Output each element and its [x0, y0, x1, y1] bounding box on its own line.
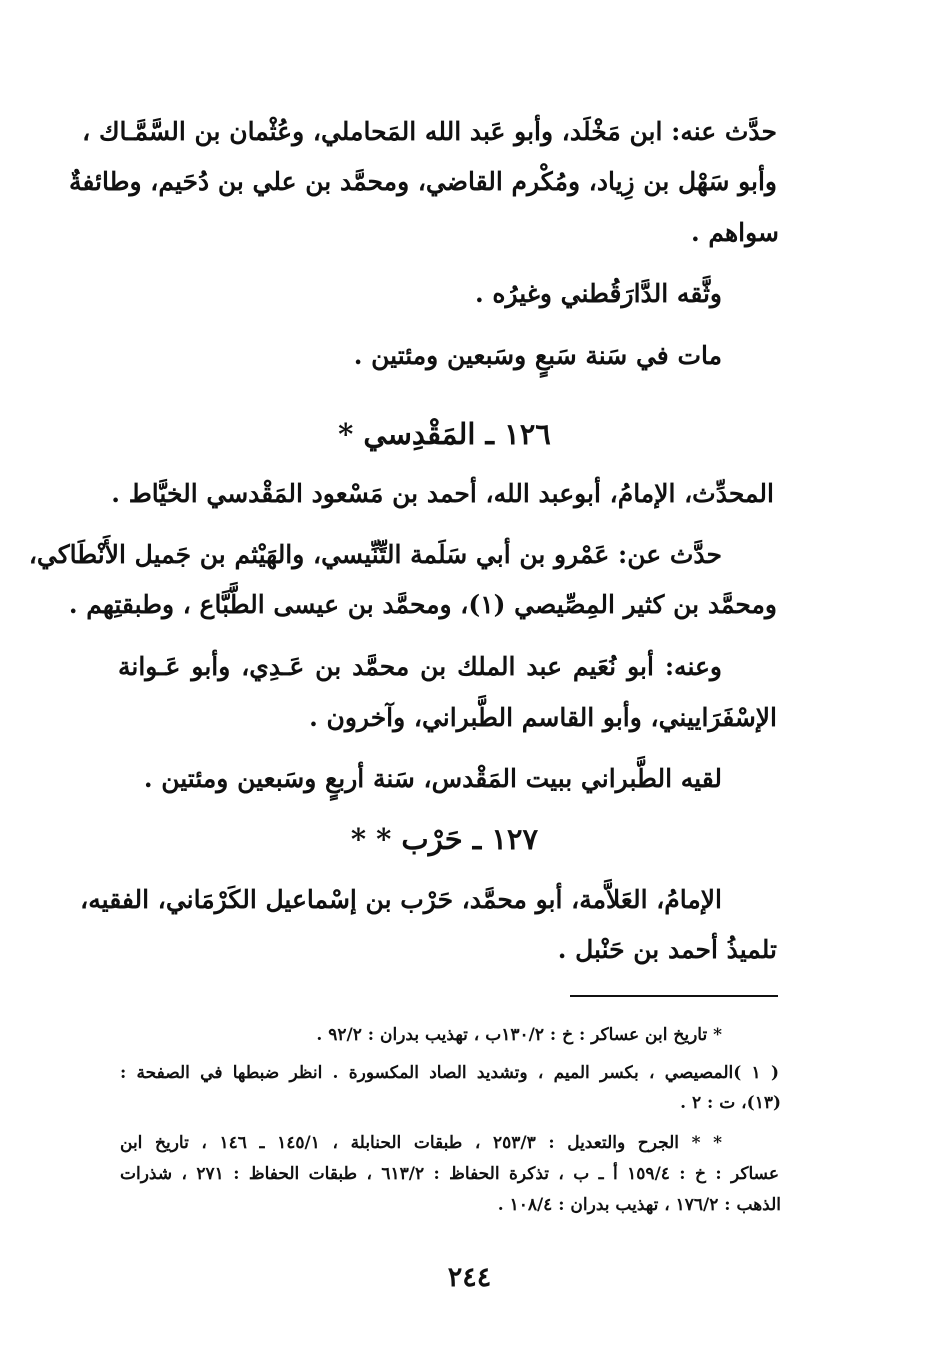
body-line: ومحمَّد بن كثير المِصِّيصي (١)، ومحمَّد بن عيسى الطَّبَّاع ، وطبقتِهم .: [68, 590, 777, 619]
footnote-line: (١٣)، ت : ٢ .: [680, 1093, 781, 1113]
entry-heading-127: ١٢٧ ـ حَرْب * *: [350, 822, 539, 856]
body-line: سواهم .: [690, 218, 779, 247]
body-line: حدَّث عن: عَمْرو بن أبي سَلَمة التِّنِّيسي، والهَيْثم بن جَميل الأَنْطَاكي،: [28, 540, 722, 569]
body-line: لقيه الطَّبراني ببيت المَقْدس، سَنة أربعٍ وسَبعين ومئتين .: [143, 764, 722, 793]
body-line: حدَّث عنه: ابن مَخْلَد، وأبو عَبد الله المَحاملي، وعُثْمان بن السَّمَّـاك ،: [82, 117, 777, 146]
body-line: تلميذُ أحمد بن حَنْبل .: [557, 935, 777, 964]
body-line: الإمامُ، العَلاَّمة، أبو محمَّد، حَرْب بن إسْماعيل الكَرْمَاني، الفقيه،: [80, 885, 722, 914]
footnote-line: * * الجرح والتعديل : ٢٥٣/٣ ، طبقات الحنابلة ، ١٤٥/١ ـ ١٤٦ ، تاريخ ابن: [120, 1133, 723, 1153]
body-line: وعنه: أبو نُعَيم عبد الملك بن محمَّد بن عَـدِي، وأبو عَـوانة: [118, 652, 722, 681]
entry-heading-126: ١٢٦ ـ المَقْدِسي *: [338, 417, 551, 451]
page-number: ٢٤٤: [447, 1262, 492, 1293]
footnote-line: عساكر : خ : ١٥٩/٤ أ ـ ب ، تذكرة الحفاظ : ٦١٣/٢ ، طبقات الحفاظ : ٢٧١ ، شذرات: [120, 1164, 779, 1184]
body-line: وثَّقه الدَّارَقُطني وغيرُه .: [474, 279, 722, 308]
body-line: المحدِّث، الإمامُ، أبوعبد الله، أحمد بن مَسْعود المَقْدسي الخيَّاط .: [111, 479, 774, 508]
body-line: الإسْفَرَاييني، وأبو القاسم الطَّبراني، وآخرون .: [309, 703, 777, 732]
body-line: وأبو سَهْل بن زِياد، ومُكْرم القاضي، ومحمَّد بن علي بن دُحَيم، وطائفةٌ: [69, 167, 777, 196]
footnote-line: ( ١ )المصيصي ، بكسر الميم ، وتشديد الصاد المكسورة . انظر ضبطها في الصفحة :: [120, 1063, 780, 1083]
footnote-line: الذهب : ١٧٦/٢ ، تهذيب بدران : ١٠٨/٤ .: [497, 1195, 781, 1215]
body-line: مات في سَنة سَبعٍ وسَبعين ومئتين .: [353, 341, 722, 370]
footnote-line: * تاريخ ابن عساكر : خ : ١٣٠/٢ب ، تهذيب بدران : ٩٢/٢ .: [316, 1025, 722, 1045]
footnote-separator: [570, 995, 778, 997]
